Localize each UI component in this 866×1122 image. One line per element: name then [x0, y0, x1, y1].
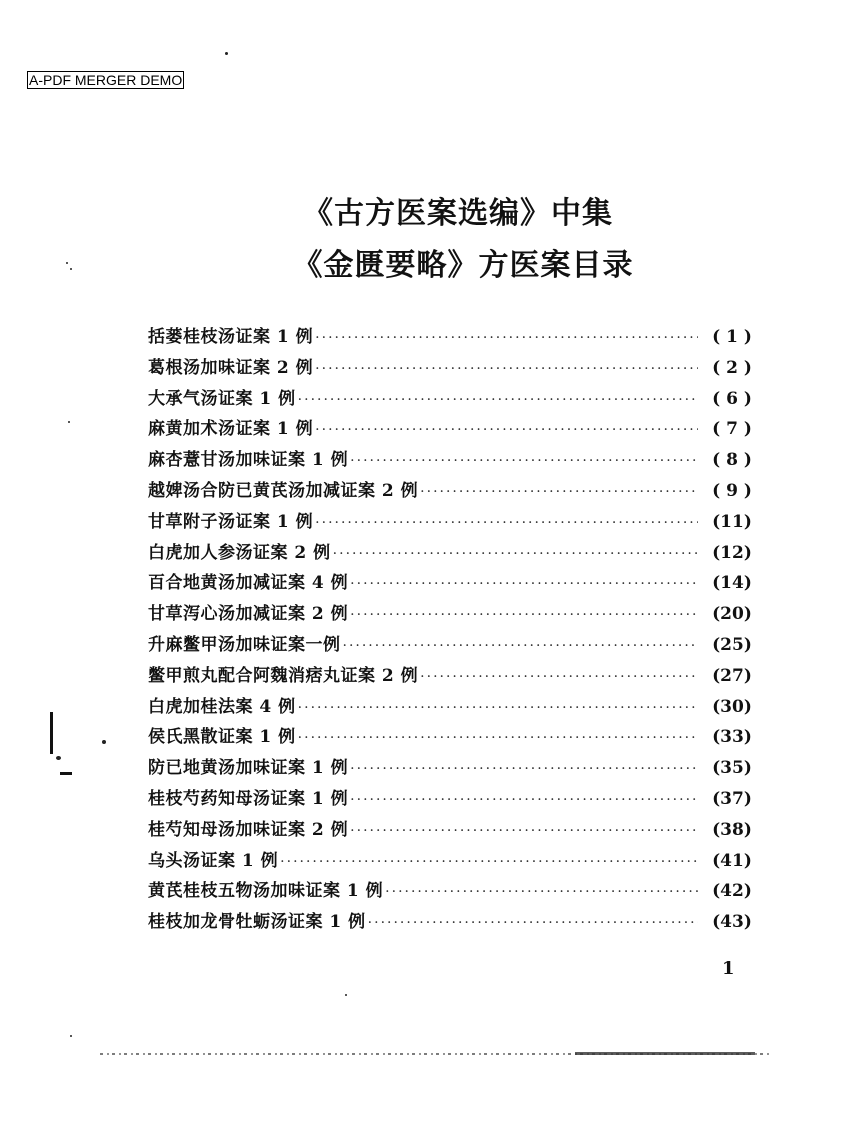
toc-entry[interactable] [148, 630, 764, 661]
scan-speck [70, 268, 72, 270]
toc-entry[interactable] [148, 599, 764, 630]
toc-entry-label: 大承气汤证案 1 例 [148, 388, 296, 409]
toc-leader-dots [298, 693, 698, 724]
toc-entry-page: (33) [712, 727, 752, 748]
toc-entry-label: 白虎加人参汤证案 2 例 [148, 542, 331, 563]
toc-entry-label: 桂枝芍药知母汤证案 1 例 [148, 788, 349, 809]
toc-leader-dots [368, 908, 698, 939]
scan-speck [68, 421, 70, 423]
toc-entry-label: 黄芪桂枝五物汤加味证案 1 例 [148, 881, 384, 902]
toc-entry-page: (41) [712, 850, 752, 871]
page-number: 1 [722, 958, 735, 979]
toc-entry[interactable] [148, 384, 764, 415]
toc-entry[interactable] [148, 876, 764, 907]
toc-entry-label: 麻杏薏甘汤加味证案 1 例 [148, 450, 349, 471]
toc-entry-label: 甘草附子汤证案 1 例 [148, 511, 314, 532]
toc-entry[interactable] [148, 753, 764, 784]
toc-entry-page: (25) [712, 634, 752, 655]
toc-leader-dots [350, 569, 698, 600]
toc-entry[interactable] [148, 661, 764, 692]
scan-speck [66, 262, 68, 264]
toc-entry[interactable] [148, 784, 764, 815]
toc-entry-label: 越婢汤合防已黄芪汤加减证案 2 例 [148, 480, 419, 501]
scan-speck [345, 994, 347, 996]
page-title-line-2: 《金匮要略》方医案目录 [292, 248, 634, 283]
toc-entry-page: ( 1 ) [712, 327, 752, 347]
toc-entry[interactable] [148, 692, 764, 723]
toc-leader-dots [350, 816, 698, 847]
table-of-contents [148, 322, 764, 938]
toc-entry-label: 白虎加桂法案 4 例 [148, 696, 296, 717]
toc-leader-dots [420, 662, 698, 693]
toc-entry[interactable] [148, 568, 764, 599]
toc-entry-page: (42) [712, 881, 752, 902]
toc-entry[interactable] [148, 538, 764, 569]
scan-speck [56, 756, 61, 760]
toc-entry-label: 乌头汤证案 1 例 [148, 850, 279, 871]
toc-entry-page: (11) [712, 511, 752, 532]
toc-leader-dots [280, 847, 698, 878]
toc-entry-label: 麻黄加术汤证案 1 例 [148, 419, 314, 440]
toc-leader-dots [315, 508, 698, 539]
watermark-label: A-PDF MERGER DEMO [29, 72, 183, 88]
toc-leader-dots [333, 539, 698, 570]
toc-entry[interactable] [148, 722, 764, 753]
toc-entry-label: 甘草泻心汤加减证案 2 例 [148, 604, 349, 625]
toc-leader-dots [350, 754, 698, 785]
toc-entry-page: (35) [712, 758, 752, 779]
toc-leader-dots [298, 723, 698, 754]
toc-leader-dots [315, 354, 698, 385]
toc-entry-page: ( 8 ) [712, 450, 752, 471]
toc-leader-dots [420, 477, 698, 508]
toc-entry-label: 侯氏黑散证案 1 例 [148, 727, 296, 748]
page-title-line-1: 《古方医案选编》中集 [303, 196, 613, 231]
toc-entry-page: (12) [712, 542, 752, 563]
toc-entry-label: 防已地黄汤加味证案 1 例 [148, 758, 349, 779]
toc-entry[interactable] [148, 846, 764, 877]
toc-entry[interactable] [148, 445, 764, 476]
toc-leader-dots [385, 877, 698, 908]
toc-entry-page: ( 2 ) [712, 357, 752, 378]
toc-entry[interactable] [148, 322, 764, 353]
toc-entry-label: 鳖甲煎丸配合阿魏消痞丸证案 2 例 [148, 665, 419, 686]
toc-leader-dots [298, 385, 698, 416]
scan-speck [225, 52, 228, 55]
toc-leader-dots [350, 600, 698, 631]
toc-entry-page: (37) [712, 788, 752, 809]
toc-entry-page: (43) [712, 912, 752, 933]
scan-mark [50, 712, 53, 754]
toc-entry-page: (27) [712, 665, 752, 686]
toc-leader-dots [343, 631, 699, 662]
toc-entry-label: 括蒌桂枝汤证案 1 例 [148, 327, 314, 347]
toc-entry[interactable] [148, 353, 764, 384]
toc-entry-label: 葛根汤加味证案 2 例 [148, 357, 314, 378]
toc-entry[interactable] [148, 507, 764, 538]
toc-entry-page: (38) [712, 819, 752, 840]
toc-entry-page: ( 9 ) [712, 480, 752, 501]
scan-speck [70, 1035, 72, 1037]
toc-leader-dots [350, 446, 698, 477]
scan-mark [60, 772, 72, 775]
toc-entry-page: ( 7 ) [712, 419, 752, 440]
toc-entry[interactable] [148, 815, 764, 846]
toc-entry-label: 桂枝加龙骨牡蛎汤证案 1 例 [148, 912, 366, 933]
scan-speck [102, 740, 106, 744]
toc-leader-dots [350, 785, 698, 816]
toc-entry-label: 百合地黄汤加减证案 4 例 [148, 573, 349, 594]
toc-entry-page: ( 6 ) [712, 388, 752, 409]
toc-leader-dots [315, 323, 698, 354]
toc-entry[interactable] [148, 476, 764, 507]
toc-entry-page: (30) [712, 696, 752, 717]
toc-entry-page: (14) [712, 573, 752, 594]
toc-leader-dots [315, 415, 698, 446]
toc-entry-page: (20) [712, 604, 752, 625]
toc-entry[interactable] [148, 414, 764, 445]
toc-entry-label: 桂芍知母汤加味证案 2 例 [148, 819, 349, 840]
toc-entry-label: 升麻鳖甲汤加味证案一例 [148, 634, 341, 655]
scan-line [575, 1052, 755, 1055]
toc-entry[interactable] [148, 907, 764, 938]
